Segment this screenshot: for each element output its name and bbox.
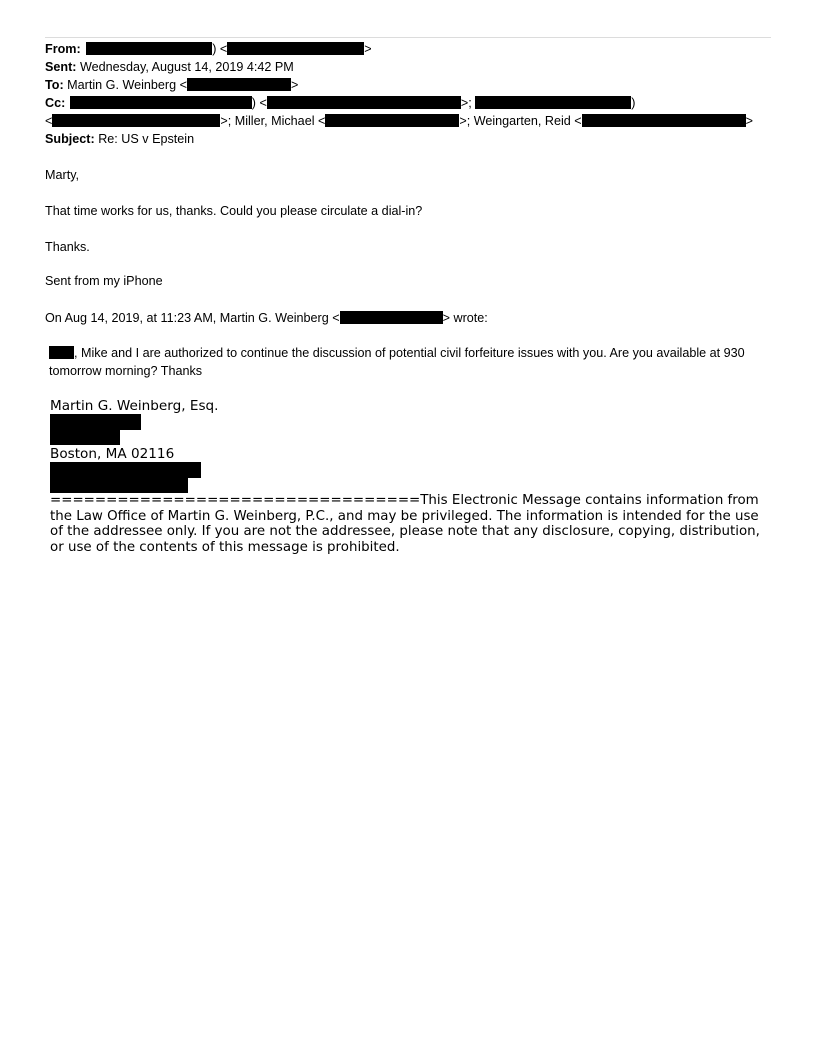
subject-value: Re: US v Epstein bbox=[98, 132, 195, 146]
redaction bbox=[86, 42, 212, 55]
cc-line-2 bbox=[45, 114, 753, 128]
subject-line bbox=[45, 132, 194, 146]
quote-intro bbox=[45, 311, 488, 325]
thanks-text: Thanks. bbox=[45, 240, 90, 254]
redaction bbox=[50, 462, 201, 478]
redaction bbox=[50, 414, 141, 430]
sent-line bbox=[45, 60, 294, 74]
redaction bbox=[52, 114, 220, 127]
from-end: > bbox=[364, 42, 372, 56]
sent-from-text: Sent from my iPhone bbox=[45, 274, 163, 288]
from-sep: ) < bbox=[212, 42, 228, 56]
from-line bbox=[45, 42, 372, 56]
redaction bbox=[267, 96, 461, 109]
redaction bbox=[49, 346, 74, 359]
to-end: > bbox=[290, 78, 299, 92]
body-text: That time works for us, thanks. Could you please circulate a dial-in? bbox=[45, 204, 423, 218]
signature-name: Martin G. Weinberg, Esq. bbox=[50, 398, 219, 414]
quote-intro-end: > wrote: bbox=[442, 311, 488, 325]
disclaimer: =================================This Electronic Message contains information from the Law Office of Martin G. Weinberg, P.C., and may be privileged. The information is intended for the use of the addressee only. If you are not the addressee, please note that any disclosure, copying, distribution, or use of the contents of this message is prohibited. bbox=[50, 493, 760, 555]
cc-sep: ) < bbox=[251, 96, 267, 110]
cc2-end: > bbox=[745, 114, 753, 128]
redaction bbox=[340, 311, 443, 324]
sent-value: Wednesday, August 14, 2019 4:42 PM bbox=[79, 60, 294, 74]
cc2-start: < bbox=[45, 114, 53, 128]
redaction bbox=[227, 42, 364, 55]
redaction bbox=[70, 96, 252, 109]
redaction bbox=[187, 78, 291, 91]
cc-end: ) bbox=[631, 96, 636, 110]
quoted-text: , Mike and I are authorized to continue the discussion of potential civil forfeiture issues with you. Are you available at 930 tomorrow morning? Thanks bbox=[49, 346, 745, 378]
subject-label: Subject: bbox=[45, 132, 95, 146]
greeting: Marty, bbox=[45, 168, 80, 182]
top-divider bbox=[45, 37, 771, 38]
quoted-message bbox=[49, 344, 769, 380]
cc-label: Cc: bbox=[45, 96, 66, 110]
redaction bbox=[325, 114, 459, 127]
cc-sep2: >; bbox=[460, 96, 472, 110]
cc-line bbox=[45, 96, 635, 110]
cc2-weingarten: >; Weingarten, Reid < bbox=[459, 114, 582, 128]
redaction bbox=[50, 430, 120, 445]
redaction bbox=[475, 96, 631, 109]
redaction bbox=[50, 478, 188, 493]
sent-label: Sent: bbox=[45, 60, 77, 74]
from-label: From: bbox=[45, 42, 81, 56]
quote-intro-start: On Aug 14, 2019, at 11:23 AM, Martin G. Weinberg < bbox=[45, 311, 340, 325]
to-line bbox=[45, 78, 298, 92]
to-label: To: bbox=[45, 78, 64, 92]
signature-city: Boston, MA 02116 bbox=[50, 446, 175, 462]
redaction bbox=[582, 114, 746, 127]
to-value: Martin G. Weinberg < bbox=[67, 78, 187, 92]
cc2-miller: >; Miller, Michael < bbox=[220, 114, 326, 128]
